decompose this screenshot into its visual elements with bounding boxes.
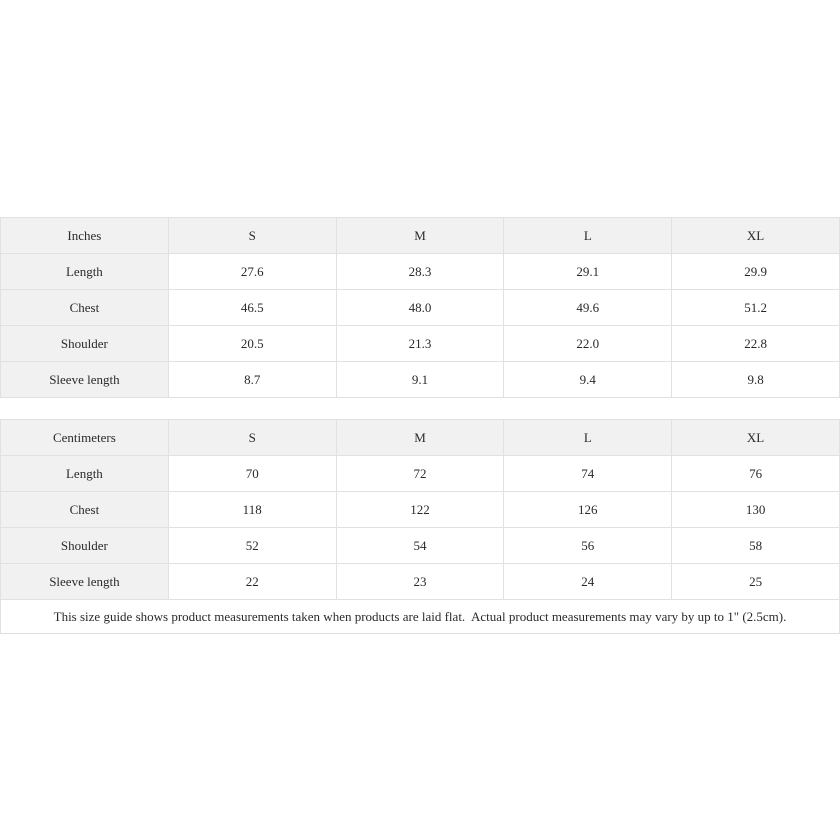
row-label-cell: Shoulder — [1, 326, 169, 362]
value-cell: 52 — [168, 528, 336, 564]
row-label-cell: Sleeve length — [1, 564, 169, 600]
size-guide — [0, 217, 840, 634]
row-label-cell: Sleeve length — [1, 362, 169, 398]
inches-table — [0, 217, 840, 398]
unit-header-cell: Inches — [1, 218, 169, 254]
value-cell: 54 — [336, 528, 504, 564]
table-header-row — [1, 218, 840, 254]
value-cell: 24 — [504, 564, 672, 600]
size-guide-note: This size guide shows product measurements taken when products are laid flat. Actual product measurements may vary by up to 1" (2.5cm). — [0, 600, 840, 634]
value-cell: 122 — [336, 492, 504, 528]
value-cell: 118 — [168, 492, 336, 528]
size-column-header-xl: XL — [672, 218, 840, 254]
value-cell: 21.3 — [336, 326, 504, 362]
value-cell: 22 — [168, 564, 336, 600]
table-row — [1, 564, 840, 600]
value-cell: 70 — [168, 456, 336, 492]
value-cell: 9.1 — [336, 362, 504, 398]
row-label-cell: Length — [1, 254, 169, 290]
unit-header-cell: Centimeters — [1, 420, 169, 456]
table-row — [1, 326, 840, 362]
table-header-row — [1, 420, 840, 456]
value-cell: 130 — [672, 492, 840, 528]
table-row — [1, 456, 840, 492]
value-cell: 27.6 — [168, 254, 336, 290]
value-cell: 22.8 — [672, 326, 840, 362]
table-row — [1, 290, 840, 326]
value-cell: 48.0 — [336, 290, 504, 326]
value-cell: 49.6 — [504, 290, 672, 326]
table-row — [1, 492, 840, 528]
value-cell: 9.8 — [672, 362, 840, 398]
row-label-cell: Shoulder — [1, 528, 169, 564]
value-cell: 9.4 — [504, 362, 672, 398]
value-cell: 22.0 — [504, 326, 672, 362]
size-column-header-m: M — [336, 218, 504, 254]
size-column-header-l: L — [504, 218, 672, 254]
table-row — [1, 254, 840, 290]
row-label-cell: Chest — [1, 492, 169, 528]
row-label-cell: Chest — [1, 290, 169, 326]
value-cell: 28.3 — [336, 254, 504, 290]
table-row — [1, 528, 840, 564]
value-cell: 76 — [672, 456, 840, 492]
value-cell: 51.2 — [672, 290, 840, 326]
value-cell: 58 — [672, 528, 840, 564]
size-column-header-l: L — [504, 420, 672, 456]
size-column-header-m: M — [336, 420, 504, 456]
size-column-header-xl: XL — [672, 420, 840, 456]
centimeters-table — [0, 419, 840, 600]
value-cell: 29.9 — [672, 254, 840, 290]
size-column-header-s: S — [168, 420, 336, 456]
value-cell: 23 — [336, 564, 504, 600]
table-row — [1, 362, 840, 398]
value-cell: 20.5 — [168, 326, 336, 362]
row-label-cell: Length — [1, 456, 169, 492]
value-cell: 126 — [504, 492, 672, 528]
value-cell: 72 — [336, 456, 504, 492]
size-column-header-s: S — [168, 218, 336, 254]
value-cell: 74 — [504, 456, 672, 492]
value-cell: 8.7 — [168, 362, 336, 398]
value-cell: 25 — [672, 564, 840, 600]
value-cell: 46.5 — [168, 290, 336, 326]
value-cell: 29.1 — [504, 254, 672, 290]
value-cell: 56 — [504, 528, 672, 564]
